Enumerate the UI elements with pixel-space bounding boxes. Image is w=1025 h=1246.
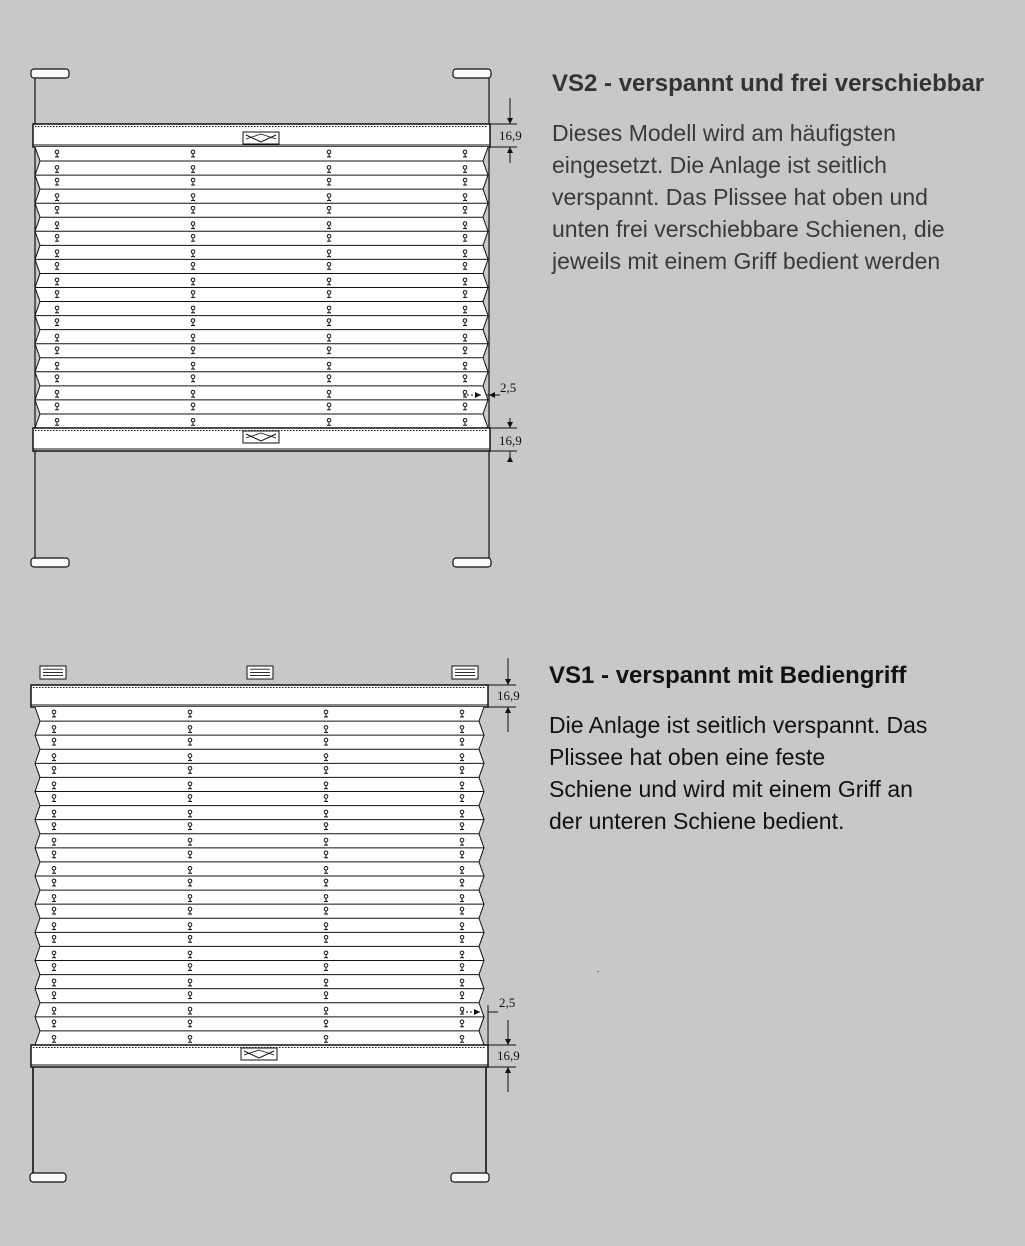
cord-eyelet — [460, 992, 464, 996]
cord-eyelet — [327, 278, 331, 282]
cord-eyelet — [463, 291, 467, 295]
cord-eyelet — [55, 418, 59, 422]
cord-eyelet — [463, 362, 467, 366]
cord-eyelet — [188, 738, 192, 742]
cord-eyelet — [55, 390, 59, 394]
cord-eyelet — [460, 866, 464, 870]
cord-eyelet — [460, 795, 464, 799]
stray-dot — [597, 971, 599, 972]
vs2-section — [0, 0, 1025, 600]
cord-eyelet — [191, 362, 195, 366]
cord-eyelet — [324, 979, 328, 983]
cord-eyelet — [463, 194, 467, 198]
rail — [31, 685, 488, 707]
cord-eyelet — [188, 866, 192, 870]
cord-eyelet — [191, 418, 195, 422]
dimension-arrow — [507, 118, 513, 124]
cord-eyelet — [188, 795, 192, 799]
cord-eyelet — [188, 907, 192, 911]
vs1-description-line: Plissee hat oben eine feste — [549, 744, 826, 770]
cord-eyelet — [324, 838, 328, 842]
cord-eyelet — [460, 766, 464, 770]
cord-eyelet — [324, 923, 328, 927]
cord-eyelet — [327, 150, 331, 154]
cord-eyelet — [327, 418, 331, 422]
cord-eyelet — [324, 795, 328, 799]
bracket-icon — [453, 558, 491, 567]
vs2-dim-bottom-label: 16,9 — [499, 433, 522, 448]
cord-eyelet — [52, 710, 56, 714]
cord-eyelet — [327, 178, 331, 182]
clip-icon — [247, 666, 273, 679]
cord-eyelet — [55, 263, 59, 267]
cord-eyelet — [460, 851, 464, 855]
cord-eyelet — [460, 754, 464, 758]
cord-eyelet — [55, 375, 59, 379]
bracket-icon — [30, 1173, 66, 1182]
cord-eyelet — [188, 895, 192, 899]
vs1-title: VS1 - verspannt mit Bediengriff — [549, 662, 907, 689]
cord-eyelet — [460, 782, 464, 786]
cord-eyelet — [188, 992, 192, 996]
cord-eyelet — [460, 879, 464, 883]
cord-eyelet — [327, 206, 331, 210]
cord-eyelet — [463, 166, 467, 170]
cord-eyelet — [463, 178, 467, 182]
cord-eyelet — [188, 838, 192, 842]
vs2-title: VS2 - verspannt und frei verschiebbar — [552, 70, 985, 97]
cord-eyelet — [324, 1035, 328, 1039]
cord-eyelet — [324, 823, 328, 827]
cord-eyelet — [52, 866, 56, 870]
cord-eyelet — [52, 964, 56, 968]
cord-eyelet — [191, 206, 195, 210]
cord-eyelet — [460, 726, 464, 730]
cord-eyelet — [324, 851, 328, 855]
vs1-section — [0, 600, 1025, 1246]
cord-eyelet — [191, 150, 195, 154]
dimension-arrow — [507, 456, 513, 462]
cord-eyelet — [52, 951, 56, 955]
vs1-description — [549, 709, 1009, 837]
cord-eyelet — [327, 403, 331, 407]
cord-eyelet — [327, 263, 331, 267]
cord-eyelet — [463, 234, 467, 238]
cord-eyelet — [188, 979, 192, 983]
cord-eyelet — [327, 166, 331, 170]
cord-eyelet — [52, 838, 56, 842]
cord-eyelet — [55, 362, 59, 366]
cord-eyelet — [191, 334, 195, 338]
cord-eyelet — [55, 206, 59, 210]
bracket-icon — [31, 558, 69, 567]
cord-eyelet — [324, 907, 328, 911]
cord-eyelet — [188, 710, 192, 714]
cord-eyelet — [463, 278, 467, 282]
cord-eyelet — [52, 726, 56, 730]
cord-eyelet — [188, 951, 192, 955]
vs2-text-block — [552, 68, 1012, 277]
cord-eyelet — [460, 810, 464, 814]
cord-eyelet — [55, 319, 59, 323]
cord-eyelet — [188, 782, 192, 786]
cord-eyelet — [52, 1035, 56, 1039]
cord-eyelet — [460, 979, 464, 983]
cord-eyelet — [188, 935, 192, 939]
cord-eyelet — [460, 738, 464, 742]
cord-eyelet — [52, 1007, 56, 1011]
cord-eyelet — [324, 754, 328, 758]
cord-eyelet — [188, 1020, 192, 1024]
cord-eyelet — [463, 375, 467, 379]
cord-eyelet — [460, 1020, 464, 1024]
cord-eyelet — [52, 879, 56, 883]
vs2-dim-gap-label: 2,5 — [500, 380, 517, 395]
cord-eyelet — [463, 334, 467, 338]
cord-eyelet — [324, 866, 328, 870]
vs2-description-line: Dieses Modell wird am häufigsten — [552, 120, 896, 146]
cord-eyelet — [327, 291, 331, 295]
cord-eyelet — [191, 250, 195, 254]
cord-eyelet — [327, 334, 331, 338]
cord-eyelet — [55, 278, 59, 282]
dimension-arrow — [505, 707, 511, 713]
cord-eyelet — [188, 923, 192, 927]
cord-eyelet — [460, 1007, 464, 1011]
cord-eyelet — [52, 766, 56, 770]
cord-eyelet — [460, 710, 464, 714]
vs1-description-line: Die Anlage ist seitlich verspannt. Das — [549, 712, 928, 738]
cord-eyelet — [460, 895, 464, 899]
cord-eyelet — [55, 222, 59, 226]
cord-eyelet — [327, 347, 331, 351]
dimension-arrow — [505, 1067, 511, 1073]
cord-eyelet — [324, 782, 328, 786]
bracket-icon — [453, 69, 491, 78]
cord-eyelet — [52, 782, 56, 786]
vs1-description-line: Schiene und wird mit einem Griff an — [549, 776, 913, 802]
handle-icon — [241, 1048, 277, 1060]
vs2-description — [552, 117, 1012, 277]
cord-eyelet — [188, 754, 192, 758]
cord-eyelet — [463, 206, 467, 210]
cord-eyelet — [191, 403, 195, 407]
cord-eyelet — [191, 390, 195, 394]
cord-eyelet — [191, 234, 195, 238]
cord-eyelet — [327, 362, 331, 366]
cord-eyelet — [188, 964, 192, 968]
clip-icon — [452, 666, 478, 679]
cord-eyelet — [324, 951, 328, 955]
vs1-dim-gap-label: 2,5 — [499, 995, 516, 1010]
cord-eyelet — [324, 810, 328, 814]
vs2-dim-top-label: 16,9 — [499, 128, 522, 143]
cord-eyelet — [191, 222, 195, 226]
cord-eyelet — [52, 851, 56, 855]
vs1-dim-bottom-label: 16,9 — [497, 1048, 520, 1063]
cord-eyelet — [55, 166, 59, 170]
vs1-text-block — [549, 660, 1009, 837]
cord-eyelet — [191, 263, 195, 267]
cord-eyelet — [55, 178, 59, 182]
cord-eyelet — [463, 222, 467, 226]
vs2-description-line: jeweils mit einem Griff bedient werden — [552, 248, 941, 274]
cord-eyelet — [55, 334, 59, 338]
cord-eyelet — [463, 418, 467, 422]
cord-eyelet — [52, 823, 56, 827]
cord-eyelet — [327, 222, 331, 226]
cord-eyelet — [191, 194, 195, 198]
cord-eyelet — [55, 403, 59, 407]
cord-eyelet — [55, 306, 59, 310]
cord-eyelet — [55, 291, 59, 295]
cord-eyelet — [191, 375, 195, 379]
handle-icon — [243, 431, 279, 443]
cord-eyelet — [327, 375, 331, 379]
cord-eyelet — [188, 851, 192, 855]
cord-eyelet — [191, 306, 195, 310]
cord-eyelet — [327, 234, 331, 238]
clip-icon — [40, 666, 66, 679]
cord-eyelet — [52, 979, 56, 983]
cord-eyelet — [327, 194, 331, 198]
cord-eyelet — [191, 291, 195, 295]
cord-eyelet — [52, 738, 56, 742]
cord-eyelet — [463, 306, 467, 310]
cord-eyelet — [460, 923, 464, 927]
bracket-icon — [31, 69, 69, 78]
cord-eyelet — [463, 347, 467, 351]
cord-eyelet — [327, 390, 331, 394]
cord-eyelet — [52, 1020, 56, 1024]
cord-eyelet — [52, 907, 56, 911]
cord-eyelet — [324, 935, 328, 939]
cord-eyelet — [191, 166, 195, 170]
cord-eyelet — [188, 766, 192, 770]
cord-eyelet — [324, 1007, 328, 1011]
cord-eyelet — [460, 1035, 464, 1039]
dimension-arrow — [507, 422, 513, 428]
cord-eyelet — [52, 795, 56, 799]
cord-eyelet — [324, 895, 328, 899]
cord-eyelet — [188, 823, 192, 827]
cord-eyelet — [52, 992, 56, 996]
vs1-diagram — [0, 600, 530, 1246]
vs2-description-line: verspannt. Das Plissee hat oben und — [552, 184, 928, 210]
cord-eyelet — [463, 390, 467, 394]
cord-eyelet — [327, 306, 331, 310]
cord-eyelet — [55, 250, 59, 254]
cord-eyelet — [188, 1035, 192, 1039]
cord-eyelet — [463, 250, 467, 254]
vs1-description-line: der unteren Schiene bedient. — [549, 808, 845, 834]
cord-eyelet — [463, 319, 467, 323]
cord-eyelet — [460, 935, 464, 939]
vs2-description-line: eingesetzt. Die Anlage ist seitlich — [552, 152, 887, 178]
cord-eyelet — [324, 726, 328, 730]
cord-eyelet — [191, 319, 195, 323]
cord-eyelet — [324, 879, 328, 883]
cord-eyelet — [460, 951, 464, 955]
cord-eyelet — [324, 964, 328, 968]
cord-eyelet — [55, 234, 59, 238]
cord-eyelet — [55, 347, 59, 351]
cord-eyelet — [324, 710, 328, 714]
cord-eyelet — [191, 278, 195, 282]
cord-eyelet — [327, 250, 331, 254]
cord-eyelet — [324, 766, 328, 770]
cord-eyelet — [460, 907, 464, 911]
cord-eyelet — [463, 403, 467, 407]
cord-eyelet — [327, 319, 331, 323]
dimension-arrow — [505, 679, 511, 685]
cord-eyelet — [463, 150, 467, 154]
cord-eyelet — [52, 754, 56, 758]
cord-eyelet — [188, 810, 192, 814]
vs2-diagram — [0, 0, 530, 600]
dimension-arrow — [507, 147, 513, 153]
cord-eyelet — [52, 935, 56, 939]
cord-eyelet — [324, 1020, 328, 1024]
cord-eyelet — [188, 879, 192, 883]
bracket-icon — [451, 1173, 489, 1182]
cord-eyelet — [188, 726, 192, 730]
cord-eyelet — [460, 964, 464, 968]
vs1-dim-top-label: 16,9 — [497, 688, 520, 703]
cord-eyelet — [191, 178, 195, 182]
cord-eyelet — [188, 1007, 192, 1011]
cord-eyelet — [52, 895, 56, 899]
cord-eyelet — [460, 823, 464, 827]
cord-eyelet — [55, 150, 59, 154]
dimension-arrow — [489, 392, 495, 398]
cord-eyelet — [460, 838, 464, 842]
handle-icon — [243, 132, 279, 144]
vs2-description-line: unten frei verschiebbare Schienen, die — [552, 216, 945, 242]
dimension-arrow — [505, 1039, 511, 1045]
cord-eyelet — [55, 194, 59, 198]
cord-eyelet — [191, 347, 195, 351]
cord-eyelet — [324, 992, 328, 996]
cord-eyelet — [324, 738, 328, 742]
cord-eyelet — [463, 263, 467, 267]
cord-eyelet — [52, 810, 56, 814]
cord-eyelet — [52, 923, 56, 927]
